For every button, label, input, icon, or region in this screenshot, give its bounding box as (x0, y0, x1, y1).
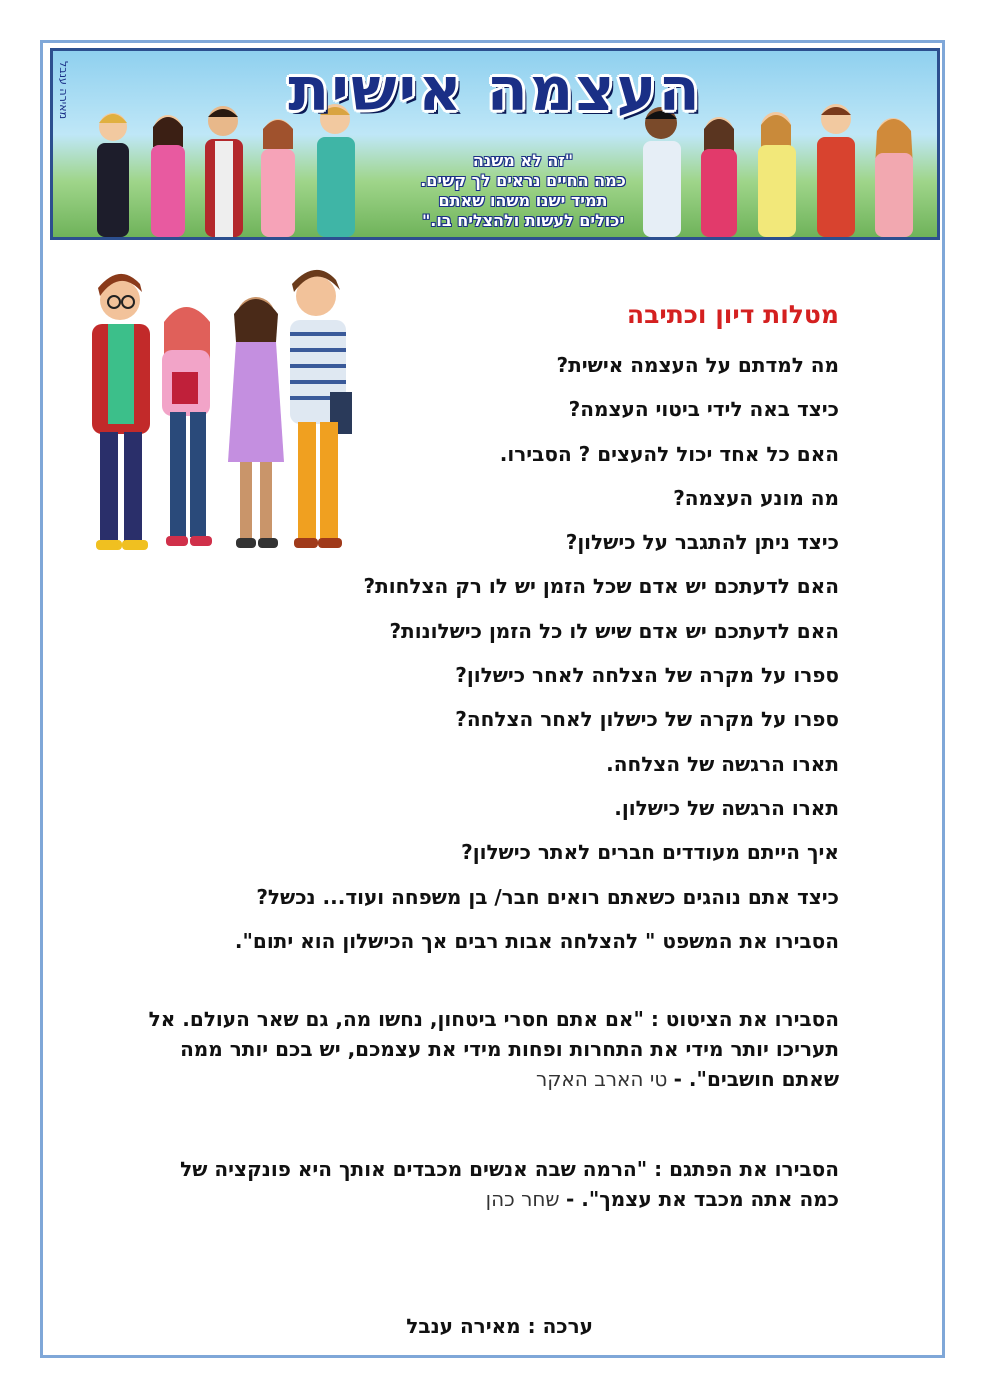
list-item: כיצד ניתן להתגבר על כישלון? (565, 530, 839, 555)
list-item: האם כל אחד יכול להעצים ? הסבירו. (499, 441, 839, 466)
list-item: הסבירו את המשפט " להצלחה אבות רבים אך הכישלון הוא יתום". (234, 928, 839, 953)
author-credit: ערכה : מאירה ענבל (406, 1314, 593, 1338)
title-banner (50, 48, 940, 240)
list-item: האם לדעתכם יש אדם שכל הזמן יש לו רק הצלחות? (363, 574, 839, 599)
list-item: מה מונע העצמה? (673, 485, 839, 510)
section-heading: מטלות דיון וכתיבה (626, 300, 839, 329)
list-item: כיצד באה לידי ביטוי העצמה? (568, 397, 839, 422)
banner-quote (373, 151, 673, 231)
list-item: תארו הרגשה של הצלחה. (606, 751, 839, 776)
quote-1-author: טי הארב האקר (535, 1067, 668, 1091)
list-item: האם לדעתכם יש אדם שיש לו כל הזמן כישלונות? (389, 618, 839, 643)
banner-signature: מאירה ענבל (57, 61, 70, 120)
banner-quote-line: תמיד ישנו משהו שאתם (438, 191, 608, 210)
banner-quote-line: יכולים לעשות ולהצליח בו." (421, 211, 625, 230)
list-item: מה למדתם על העצמה אישית? (556, 353, 839, 377)
banner-title: העצמה אישית (288, 55, 702, 125)
list-item: תארו הרגשה של כישלון. (614, 795, 839, 820)
list-item: כיצד אתם נוהגים כשאתם רואים חבר/ בן משפחה ועוד... נכשל? (256, 884, 839, 909)
list-item: ספרו על מקרה של כישלון לאחר הצלחה? (455, 707, 839, 732)
quote-paragraph-1 (139, 1004, 839, 1094)
banner-quote-line: "זה לא משנה (472, 151, 574, 170)
questions-list (139, 350, 839, 970)
quote-paragraph-2 (139, 1154, 839, 1214)
banner-quote-line: כמה החיים נראים לך קשים. (420, 171, 626, 190)
quote-1-text: הסבירו את הציטוט : "אם אתם חסרי ביטחון, נחשו מה, גם שאר העולם. אל תעריכו יותר מידי את התחרות ופחות מידי את עצמכם, יש בכם יותר ממה שאתם חושבים". - (148, 1007, 839, 1091)
list-item: ספרו על מקרה של הצלחה לאחר כישלון? (455, 663, 839, 688)
quote-2-text: הסבירו את הפתגם : "הרמה שבה אנשים מכבדים אותך היא פונקציה של כמה אתה מכבד את עצמך". - (180, 1157, 839, 1211)
list-item: איך הייתם מעודדים חברים לאתר כישלון? (461, 840, 839, 865)
quote-2-author: שחר כהן (485, 1187, 560, 1211)
